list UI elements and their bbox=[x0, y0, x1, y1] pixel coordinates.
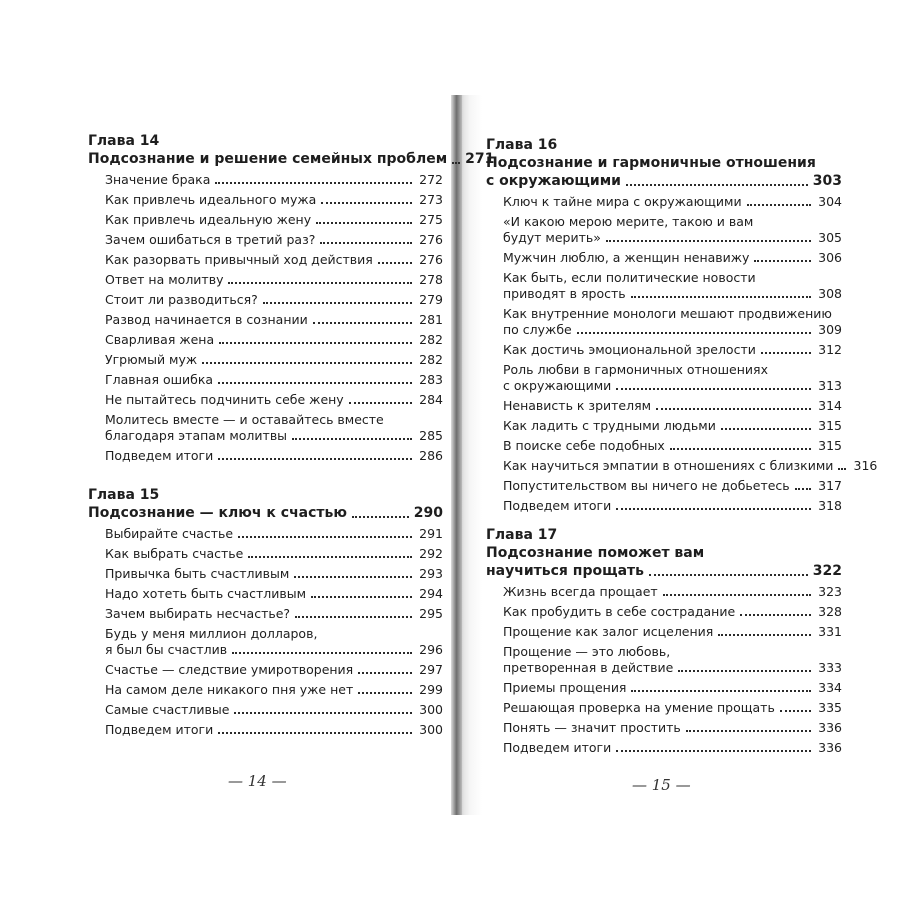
leader-dots bbox=[238, 536, 412, 538]
toc-title: Подведем итоги bbox=[503, 740, 612, 755]
toc-title: Зачем выбирать несчастье? bbox=[105, 606, 291, 621]
leader-dots bbox=[316, 222, 412, 224]
toc-entry bbox=[105, 272, 443, 288]
toc-entry bbox=[503, 270, 842, 302]
toc-title: Приемы прощения bbox=[503, 680, 627, 695]
toc-entry bbox=[105, 392, 443, 408]
toc-entry bbox=[503, 438, 842, 454]
toc-title: Счастье — следствие умиротворения bbox=[105, 662, 354, 677]
toc-entry bbox=[503, 306, 842, 338]
leader-dots bbox=[670, 448, 811, 450]
toc-entry bbox=[105, 682, 443, 698]
leader-dots bbox=[718, 634, 811, 636]
toc-title-cont: будут мерить» bbox=[503, 230, 601, 245]
toc-title: Развод начинается в сознании bbox=[105, 312, 308, 327]
toc-title: Самые счастливые bbox=[105, 702, 230, 717]
toc-page: 282 bbox=[419, 352, 443, 367]
toc-entry bbox=[105, 292, 443, 308]
leader-dots bbox=[686, 730, 811, 732]
toc-page: 293 bbox=[419, 566, 443, 581]
toc-title: Подсознание и решение семейных проблем bbox=[88, 151, 448, 167]
leader-dots bbox=[321, 202, 412, 204]
chapter-16 bbox=[486, 136, 878, 514]
toc-entry bbox=[503, 362, 842, 394]
toc-page: 296 bbox=[419, 642, 443, 657]
leader-dots bbox=[234, 712, 412, 714]
chapter-17 bbox=[486, 526, 842, 756]
toc-title: Как привлечь идеальную жену bbox=[105, 212, 312, 227]
toc-title: Прощение — это любовь, bbox=[503, 644, 671, 659]
leader-dots bbox=[747, 204, 811, 206]
leader-dots bbox=[838, 468, 846, 470]
toc-entry bbox=[503, 250, 842, 266]
toc-entry bbox=[105, 412, 443, 444]
toc-entry bbox=[503, 740, 842, 756]
leader-dots bbox=[656, 408, 811, 410]
chapter-label: Глава 14 bbox=[88, 133, 160, 149]
toc-title: Ключ к тайне мира с окружающими bbox=[503, 194, 742, 209]
toc-title-cont: с окружающими bbox=[486, 173, 621, 189]
leader-dots bbox=[631, 296, 811, 298]
chapter-heading-cont bbox=[486, 562, 842, 580]
toc-entry bbox=[105, 232, 443, 248]
toc-entry bbox=[503, 214, 842, 246]
leader-dots bbox=[228, 282, 412, 284]
leader-dots bbox=[780, 710, 811, 712]
chapter-heading bbox=[88, 150, 495, 168]
chapter-14 bbox=[88, 132, 495, 464]
toc-page: 285 bbox=[419, 428, 443, 443]
chapter-heading: Подсознание и гармоничные отношения bbox=[486, 155, 816, 171]
toc-entry bbox=[105, 722, 443, 738]
toc-title: Угрюмый муж bbox=[105, 352, 198, 367]
toc-page: 294 bbox=[419, 586, 443, 601]
toc-page: 335 bbox=[818, 700, 842, 715]
toc-title-cont: претворенная в действие bbox=[503, 660, 674, 675]
toc-title: Как ладить с трудными людьми bbox=[503, 418, 716, 433]
leader-dots bbox=[294, 576, 412, 578]
toc-page: 305 bbox=[818, 230, 842, 245]
chapter-heading-cont bbox=[486, 172, 842, 190]
toc-title: Прощение как залог исцеления bbox=[503, 624, 714, 639]
toc-page: 306 bbox=[818, 250, 842, 265]
toc-page: 312 bbox=[818, 342, 842, 357]
toc-title: Как привлечь идеального мужа bbox=[105, 192, 317, 207]
leader-dots bbox=[218, 458, 412, 460]
toc-entry bbox=[105, 546, 443, 562]
toc-entry bbox=[503, 478, 842, 494]
toc-title-cont: приводят в ярость bbox=[503, 286, 626, 301]
toc-entry bbox=[503, 604, 842, 620]
toc-page: 295 bbox=[419, 606, 443, 621]
toc-page: 317 bbox=[818, 478, 842, 493]
leader-dots bbox=[721, 428, 811, 430]
leader-dots bbox=[320, 242, 412, 244]
toc-title: Надо хотеть быть счастливым bbox=[105, 586, 307, 601]
toc-page: 309 bbox=[818, 322, 842, 337]
toc-title: Молитесь вместе — и оставайтесь вместе bbox=[105, 412, 384, 427]
toc-entry bbox=[105, 606, 443, 622]
toc-page: 322 bbox=[812, 563, 842, 579]
toc-page: 271 bbox=[465, 151, 495, 167]
toc-page: 303 bbox=[812, 173, 842, 189]
toc-title: Жизнь всегда прощает bbox=[503, 584, 658, 599]
toc-title: Зачем ошибаться в третий раз? bbox=[105, 232, 316, 247]
toc-entry bbox=[503, 458, 878, 474]
toc-entry bbox=[503, 680, 842, 696]
toc-title: В поиске себе подобных bbox=[503, 438, 665, 453]
leader-dots bbox=[202, 362, 412, 364]
toc-title: Как внутренние монологи мешают продвижению bbox=[503, 306, 832, 321]
toc-entry bbox=[503, 498, 842, 514]
chapter-label: Глава 15 bbox=[88, 487, 160, 503]
toc-title-cont: с окружающими bbox=[503, 378, 612, 393]
page-number-right: — 15 — bbox=[632, 776, 691, 794]
toc-page: 331 bbox=[818, 624, 842, 639]
leader-dots bbox=[616, 508, 811, 510]
book-gutter bbox=[451, 95, 462, 815]
toc-title: Роль любви в гармоничных отношениях bbox=[503, 362, 768, 377]
chapter-heading bbox=[88, 504, 443, 522]
leader-dots bbox=[631, 690, 811, 692]
toc-title: Подсознание — ключ к счастью bbox=[88, 505, 347, 521]
toc-title: Как выбрать счастье bbox=[105, 546, 244, 561]
leader-dots bbox=[215, 182, 412, 184]
toc-title: Как пробудить в себе сострадание bbox=[503, 604, 736, 619]
toc-title-cont: научиться прощать bbox=[486, 563, 644, 579]
toc-page: 273 bbox=[419, 192, 443, 207]
leader-dots bbox=[378, 262, 412, 264]
leader-dots bbox=[606, 240, 811, 242]
toc-entry bbox=[105, 626, 443, 658]
toc-entry bbox=[105, 662, 443, 678]
leader-dots bbox=[349, 402, 412, 404]
toc-entry bbox=[105, 192, 443, 208]
toc-entry bbox=[503, 418, 842, 434]
leader-dots bbox=[754, 260, 811, 262]
toc-page: 336 bbox=[818, 740, 842, 755]
toc-page: 290 bbox=[413, 505, 443, 521]
leader-dots bbox=[795, 488, 811, 490]
toc-entry bbox=[105, 352, 443, 368]
toc-page: 275 bbox=[419, 212, 443, 227]
toc-title: Будь у меня миллион долларов, bbox=[105, 626, 318, 641]
leader-dots bbox=[263, 302, 412, 304]
toc-title: Выбирайте счастье bbox=[105, 526, 234, 541]
leader-dots bbox=[358, 672, 412, 674]
leader-dots bbox=[452, 162, 460, 164]
leader-dots bbox=[292, 438, 412, 440]
toc-title: Как достичь эмоциональной зрелости bbox=[503, 342, 756, 357]
toc-entry bbox=[105, 252, 443, 268]
leader-dots bbox=[248, 556, 412, 558]
leader-dots bbox=[352, 516, 409, 518]
toc-page: 315 bbox=[818, 438, 842, 453]
toc-page: 278 bbox=[419, 272, 443, 287]
toc-page: 318 bbox=[818, 498, 842, 513]
toc-page: 334 bbox=[818, 680, 842, 695]
toc-entry bbox=[503, 342, 842, 358]
toc-title: Сварливая жена bbox=[105, 332, 215, 347]
toc-title: Стоит ли разводиться? bbox=[105, 292, 258, 307]
toc-page: 333 bbox=[818, 660, 842, 675]
toc-page: 282 bbox=[419, 332, 443, 347]
toc-page: 279 bbox=[419, 292, 443, 307]
toc-entry bbox=[503, 194, 842, 210]
toc-page: 328 bbox=[818, 604, 842, 619]
toc-page: 281 bbox=[419, 312, 443, 327]
toc-entry bbox=[503, 720, 842, 736]
leader-dots bbox=[761, 352, 811, 354]
chapter-label: Глава 17 bbox=[486, 527, 558, 543]
toc-page: 308 bbox=[818, 286, 842, 301]
toc-title: «И какою мерою мерите, такою и вам bbox=[503, 214, 754, 229]
toc-entry bbox=[105, 372, 443, 388]
toc-entry bbox=[503, 700, 842, 716]
toc-page: 291 bbox=[419, 526, 443, 541]
toc-page: 276 bbox=[419, 252, 443, 267]
toc-page: 283 bbox=[419, 372, 443, 387]
toc-title: Мужчин люблю, а женщин ненавижу bbox=[503, 250, 750, 265]
toc-title-cont: благодаря этапам молитвы bbox=[105, 428, 288, 443]
toc-title: Значение брака bbox=[105, 172, 211, 187]
chapter-heading: Подсознание поможет вам bbox=[486, 545, 705, 561]
leader-dots bbox=[218, 732, 412, 734]
toc-page: 292 bbox=[419, 546, 443, 561]
toc-page: 323 bbox=[818, 584, 842, 599]
toc-page: 297 bbox=[419, 662, 443, 677]
toc-page: 299 bbox=[419, 682, 443, 697]
toc-entry bbox=[503, 644, 842, 676]
toc-title: На самом деле никакого пня уже нет bbox=[105, 682, 354, 697]
toc-page: 276 bbox=[419, 232, 443, 247]
toc-title: Главная ошибка bbox=[105, 372, 214, 387]
toc-title: Подведем итоги bbox=[105, 722, 214, 737]
toc-page: 336 bbox=[818, 720, 842, 735]
toc-title: Попустительством вы ничего не добьетесь bbox=[503, 478, 790, 493]
toc-entry bbox=[503, 584, 842, 600]
leader-dots bbox=[232, 652, 412, 654]
toc-entry bbox=[105, 566, 443, 582]
toc-page: 304 bbox=[818, 194, 842, 209]
toc-entry bbox=[105, 172, 443, 188]
toc-title: Подведем итоги bbox=[503, 498, 612, 513]
toc-title: Понять — значит простить bbox=[503, 720, 681, 735]
toc-entry bbox=[105, 212, 443, 228]
leader-dots bbox=[616, 750, 811, 752]
toc-entry bbox=[503, 624, 842, 640]
toc-page: 316 bbox=[853, 458, 878, 473]
toc-title: Не пытайтесь подчинить себе жену bbox=[105, 392, 344, 407]
leader-dots bbox=[311, 596, 412, 598]
toc-page: 313 bbox=[818, 378, 842, 393]
toc-title: Как научиться эмпатии в отношениях с близкими bbox=[503, 458, 834, 473]
toc-page: 315 bbox=[818, 418, 842, 433]
leader-dots bbox=[663, 594, 811, 596]
leader-dots bbox=[678, 670, 811, 672]
toc-entry bbox=[105, 312, 443, 328]
toc-page: 314 bbox=[818, 398, 842, 413]
toc-page: 284 bbox=[419, 392, 443, 407]
leader-dots bbox=[219, 342, 412, 344]
toc-page: 272 bbox=[419, 172, 443, 187]
chapter-label: Глава 16 bbox=[486, 137, 558, 153]
toc-title-cont: по службе bbox=[503, 322, 572, 337]
leader-dots bbox=[313, 322, 412, 324]
toc-title: Как быть, если политические новости bbox=[503, 270, 756, 285]
toc-entry bbox=[105, 702, 443, 718]
page-number-left: — 14 — bbox=[228, 772, 287, 790]
toc-title: Как разорвать привычный ход действия bbox=[105, 252, 373, 267]
toc-title: Ненависть к зрителям bbox=[503, 398, 652, 413]
toc-page: 300 bbox=[419, 722, 443, 737]
leader-dots bbox=[616, 388, 811, 390]
leader-dots bbox=[358, 692, 412, 694]
toc-entry bbox=[105, 448, 443, 464]
chapter-15 bbox=[88, 486, 443, 738]
toc-entry bbox=[503, 398, 842, 414]
toc-title: Подведем итоги bbox=[105, 448, 214, 463]
toc-title: Решающая проверка на умение прощать bbox=[503, 700, 775, 715]
leader-dots bbox=[649, 574, 808, 576]
leader-dots bbox=[295, 616, 412, 618]
toc-entry bbox=[105, 332, 443, 348]
toc-entry bbox=[105, 586, 443, 602]
leader-dots bbox=[626, 184, 808, 186]
toc-entry bbox=[105, 526, 443, 542]
leader-dots bbox=[740, 614, 811, 616]
leader-dots bbox=[218, 382, 412, 384]
toc-title: Ответ на молитву bbox=[105, 272, 224, 287]
toc-title-cont: я был бы счастлив bbox=[105, 642, 228, 657]
toc-title: Привычка быть счастливым bbox=[105, 566, 290, 581]
toc-page: 300 bbox=[419, 702, 443, 717]
toc-page: 286 bbox=[419, 448, 443, 463]
leader-dots bbox=[577, 332, 811, 334]
